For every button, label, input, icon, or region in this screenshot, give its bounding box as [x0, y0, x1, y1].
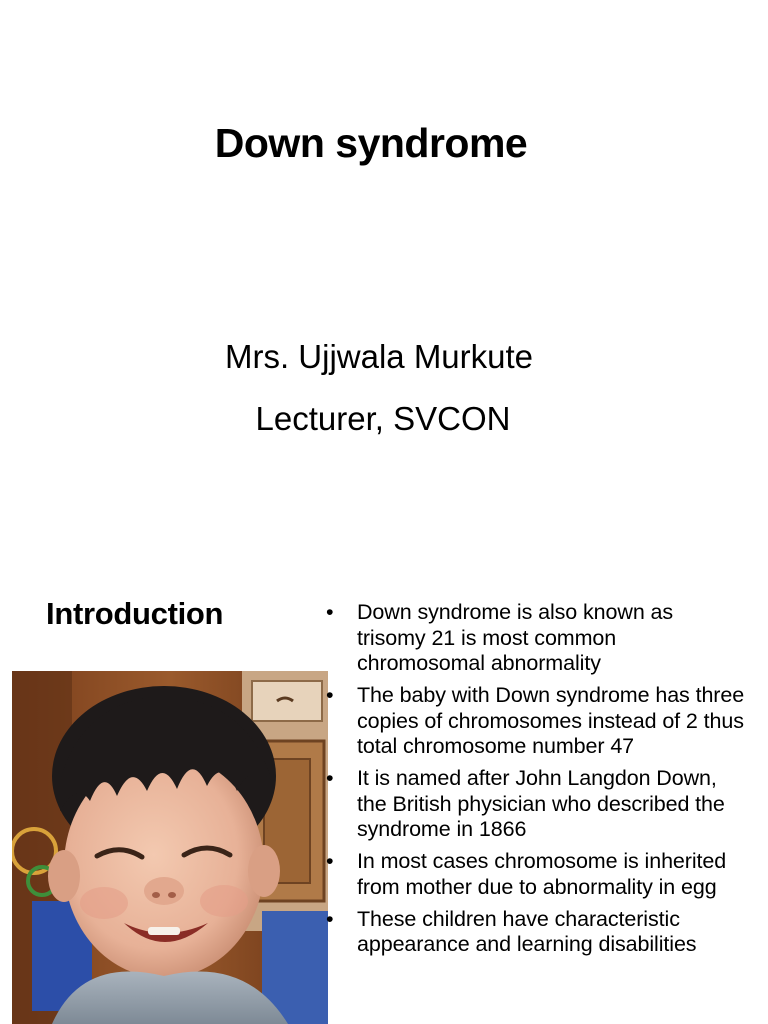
bullet-text: Down syndrome is also known as trisomy 21 is most common chromosomal abnormality [357, 600, 674, 675]
bullet-icon: • [326, 600, 334, 624]
author-role: Lecturer, SVCON [255, 400, 511, 437]
bullet-text: It is named after John Langdon Down, the British physician who described the syndrome in 1866 [357, 766, 725, 841]
list-item [326, 600, 746, 677]
list-item [326, 849, 746, 900]
bullet-icon: • [326, 683, 334, 707]
bullet-icon: • [326, 849, 334, 873]
child-photo [12, 671, 328, 1024]
bullet-icon: • [326, 766, 334, 790]
list-item [326, 907, 746, 958]
section-heading: Introduction [46, 596, 224, 631]
bullet-text: The baby with Down syndrome has three copies of chromosomes instead of 2 thus total chromosome number 47 [357, 683, 745, 758]
presentation-title: Down syndrome [214, 120, 528, 166]
bullet-text: These children have characteristic appearance and learning disabilities [357, 906, 697, 956]
bullet-text: In most cases chromosome is inherited from mother due to abnormality in egg [357, 849, 727, 899]
author-name: Mrs. Ujjwala Murkute [224, 338, 534, 375]
intro-bullet-list [326, 600, 746, 964]
introduction-slide [0, 576, 768, 1024]
list-item [326, 683, 746, 760]
list-item [326, 766, 746, 843]
bullet-icon: • [326, 906, 334, 931]
